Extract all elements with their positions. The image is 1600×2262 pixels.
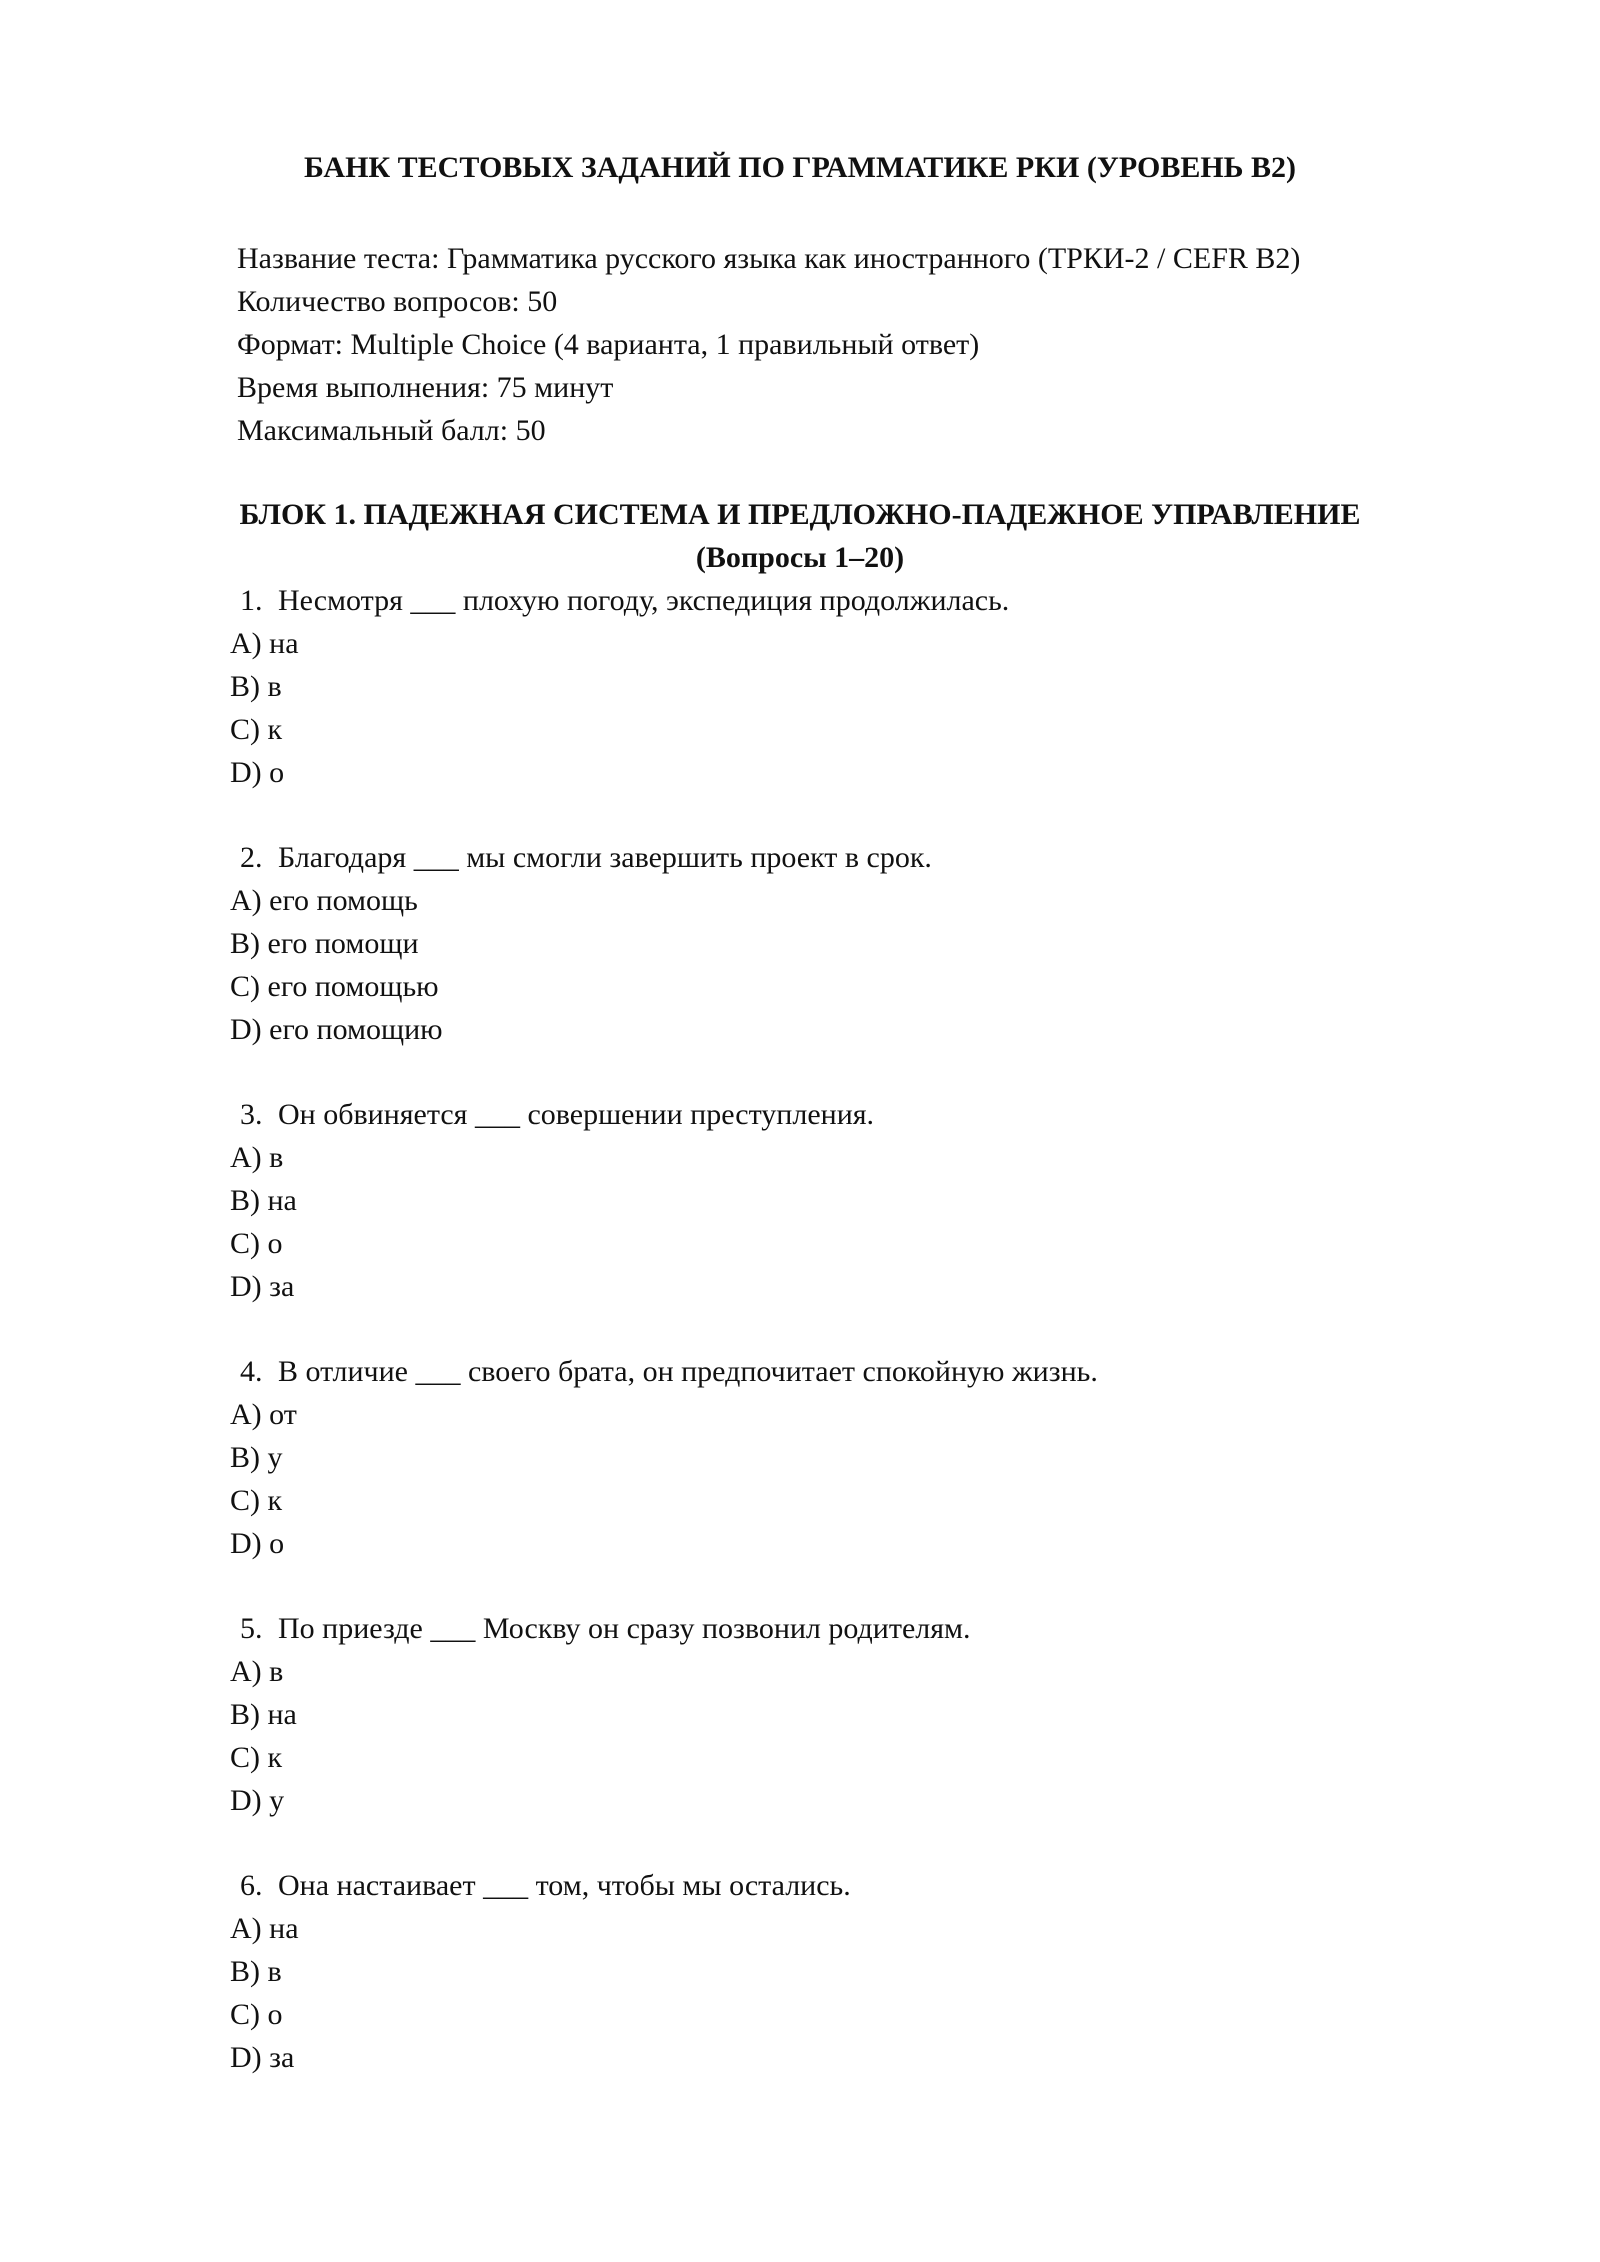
- question-count: Количество вопросов: 50: [237, 285, 558, 318]
- question-item: [0, 579, 1600, 836]
- question-item: [0, 1093, 1600, 1350]
- answer-option-b: B) у: [230, 1441, 283, 1474]
- answer-option-d: D) за: [230, 1270, 295, 1303]
- answer-option-c: C) его помощью: [230, 970, 439, 1003]
- question-stem: [240, 1864, 851, 1907]
- answer-option-c: C) к: [230, 1741, 283, 1774]
- question-number: 1.: [240, 584, 263, 617]
- question-stem: [240, 836, 932, 879]
- question-item: [0, 1350, 1600, 1607]
- question-number: 3.: [240, 1098, 263, 1131]
- answer-option-a: A) в: [230, 1655, 284, 1688]
- block-title: БЛОК 1. ПАДЕЖНАЯ СИСТЕМА И ПРЕДЛОЖНО-ПАДЕЖНОЕ УПРАВЛЕНИЕ: [239, 498, 1361, 531]
- answer-option-b: B) в: [230, 1955, 282, 1988]
- answer-options: [230, 1650, 297, 1822]
- answer-options: [230, 879, 443, 1051]
- answer-option-b: B) его помощи: [230, 927, 419, 960]
- question-item: [0, 1607, 1600, 1864]
- test-name: Название теста: Грамматика русского языка как иностранного (ТРКИ-2 / CEFR B2): [237, 242, 1301, 275]
- question-list: [0, 579, 1600, 2121]
- block-heading: [0, 493, 1600, 579]
- answer-option-b: B) в: [230, 670, 282, 703]
- question-stem: [240, 1350, 1098, 1393]
- answer-option-a: A) от: [230, 1398, 297, 1431]
- test-format: Формат: Multiple Choice (4 варианта, 1 правильный ответ): [237, 328, 980, 361]
- question-number: 4.: [240, 1355, 263, 1388]
- time-limit: Время выполнения: 75 минут: [237, 371, 614, 404]
- answer-option-c: C) к: [230, 713, 283, 746]
- answer-option-c: C) к: [230, 1484, 283, 1517]
- question-text: Она настаивает ___ том, чтобы мы остались.: [278, 1869, 851, 1902]
- question-text: Благодаря ___ мы смогли завершить проект в срок.: [278, 841, 932, 874]
- answer-option-a: A) на: [230, 1912, 299, 1945]
- question-text: Несмотря ___ плохую погоду, экспедиция продолжилась.: [278, 584, 1010, 617]
- question-text: По приезде ___ Москву он сразу позвонил родителям.: [278, 1612, 971, 1645]
- question-stem: [240, 1093, 874, 1136]
- answer-option-c: C) о: [230, 1227, 283, 1260]
- question-number: 2.: [240, 841, 263, 874]
- question-stem: [240, 579, 1009, 622]
- answer-option-d: D) за: [230, 2041, 295, 2074]
- block-subtitle: (Вопросы 1–20): [695, 541, 905, 574]
- answer-option-d: D) о: [230, 1527, 285, 1560]
- answer-options: [230, 1907, 299, 2079]
- question-number: 6.: [240, 1869, 263, 1902]
- question-number: 5.: [240, 1612, 263, 1645]
- answer-option-c: C) о: [230, 1998, 283, 2031]
- question-item: [0, 836, 1600, 1093]
- answer-option-a: A) его помощь: [230, 884, 418, 917]
- document-title: БАНК ТЕСТОВЫХ ЗАДАНИЙ ПО ГРАММАТИКЕ РКИ (УРОВЕНЬ B2): [303, 151, 1297, 184]
- answer-option-d: D) о: [230, 756, 285, 789]
- answer-option-d: D) у: [230, 1784, 285, 1817]
- max-score: Максимальный балл: 50: [237, 414, 546, 447]
- question-item: [0, 1864, 1600, 2121]
- test-info-list: [237, 237, 1300, 452]
- answer-options: [230, 1136, 297, 1308]
- question-text: В отличие ___ своего брата, он предпочитает спокойную жизнь.: [278, 1355, 1098, 1388]
- answer-option-b: B) на: [230, 1184, 297, 1217]
- answer-option-d: D) его помощию: [230, 1013, 443, 1046]
- answer-option-a: A) на: [230, 627, 299, 660]
- question-stem: [240, 1607, 971, 1650]
- question-text: Он обвиняется ___ совершении преступления.: [278, 1098, 875, 1131]
- answer-options: [230, 1393, 297, 1565]
- answer-options: [230, 622, 299, 794]
- answer-option-a: A) в: [230, 1141, 284, 1174]
- answer-option-b: B) на: [230, 1698, 297, 1731]
